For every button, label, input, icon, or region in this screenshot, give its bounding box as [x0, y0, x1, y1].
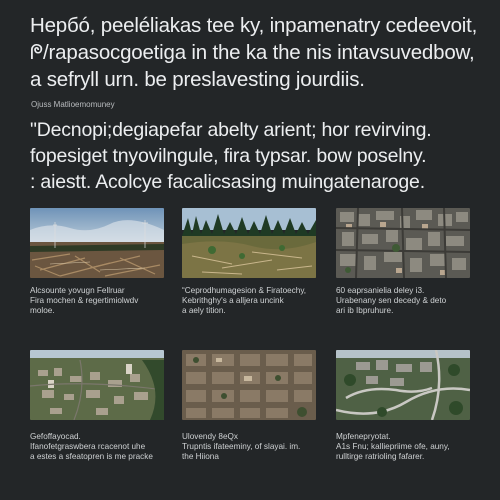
forest-logging-site-photo[interactable] — [182, 208, 316, 278]
gallery-card[interactable] — [30, 350, 164, 462]
gallery-card[interactable] — [182, 208, 316, 316]
caption-line: rulltirge ratrioling fafarer. — [336, 452, 425, 461]
caption-line: A1s Fnu; kalliepriime ofe, auny, — [336, 442, 450, 451]
caption-line: Gefoffayocad. — [30, 432, 81, 441]
gallery-card[interactable] — [30, 208, 164, 316]
caption-line: Kebrithghy's a alljera uncink — [182, 296, 284, 305]
gallery-card[interactable] — [182, 350, 316, 462]
caption-line: Ulovendy 8eQx — [182, 432, 238, 441]
byline: Ojuss Matlioemomuney — [31, 100, 115, 109]
caption-line: Mpfenepryotat. — [336, 432, 391, 441]
card-caption — [30, 432, 164, 462]
town-grid-aerial-photo[interactable] — [182, 350, 316, 420]
card-caption — [182, 432, 316, 462]
caption-line: “Ceprodhumagesion & Firatoechy, — [182, 286, 307, 295]
intro-line: a sefryll urn. be preslavesting jourdiis. — [30, 68, 365, 91]
caption-line: Trupntis ifateeminy, of slayai. im. — [182, 442, 301, 451]
caption-line: 60 eaprsanielia deley i3. — [336, 286, 425, 295]
highway-interchange-aerial-photo[interactable] — [336, 350, 470, 420]
caption-line: moloe. — [30, 306, 55, 315]
caption-line: a estes a sfeatopren is me pracke — [30, 452, 153, 461]
card-caption — [182, 286, 316, 316]
caption-line: the Hiiona — [182, 452, 219, 461]
caption-line: a aely tition. — [182, 306, 226, 315]
caption-line: Ifanofetgraswbera rcacenot uhe — [30, 442, 146, 451]
gallery-card[interactable] — [336, 208, 470, 316]
card-caption — [30, 286, 164, 316]
intro-line: Hepбó, peeléliakas tee ky, inpamenatry cedeevoit, — [30, 14, 478, 37]
caption-line: Urabenany sen decedy & deto — [336, 296, 447, 305]
card-caption — [336, 432, 470, 462]
caption-line: ari ib Ibpruhure. — [336, 306, 394, 315]
intro-line: ᖘ/rapasocgoetiga in the ka the nis intavsuvedbow, — [30, 41, 475, 64]
quote-line: "Decnopi;degiapefar abelty arient; hor revirving. — [30, 119, 432, 141]
quote-line: fopesiget tnyovilngule, fira typsar. bow poselny. — [30, 145, 427, 167]
quote-line: : aiestt. Acolcye facalicsasing muingatenaroge. — [30, 171, 425, 193]
dense-city-aerial-photo[interactable] — [336, 208, 470, 278]
storm-damaged-forest-clearing-photo[interactable] — [30, 208, 164, 278]
caption-line: Fira mochen & regertimiolwdv — [30, 296, 139, 305]
gallery-card[interactable] — [336, 350, 470, 462]
card-caption — [336, 286, 470, 316]
caption-line: Alcsounte yovugn Fellruar — [30, 286, 125, 295]
suburban-aerial-photo[interactable] — [30, 350, 164, 420]
